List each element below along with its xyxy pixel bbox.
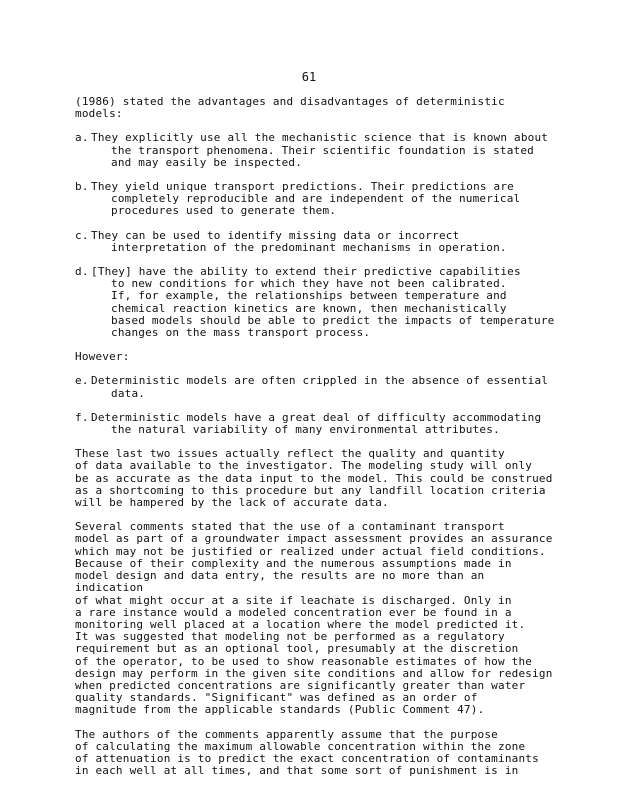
body-paragraph: The authors of the comments apparently assume that the purpose of calculating the maximum allowable concentration within the zone of attenuation is to predict the exact concentration of contaminants in each well at all times, and that some sort of punishment is in: [75, 727, 539, 778]
list-item: [75, 266, 555, 339]
list-item-text: Deterministic models have a great deal of difficulty accommodating the natural variability of many environmental attributes.: [91, 410, 542, 437]
list-item-text: They can be used to identify missing data or incorrect interpretation of the predominant mechanisms in operation.: [91, 228, 507, 254]
list-item-label: f.: [75, 410, 89, 424]
list-item: [75, 181, 555, 218]
list-item-label: d.: [75, 265, 89, 279]
list-item-text: They yield unique transport predictions. Their predictions are completely reproducible and are independent of the numerical procedures used to generate them.: [91, 180, 521, 218]
page-number: 61: [301, 70, 317, 84]
body-paragraph: Several comments stated that the use of a contaminant transport model as part of a groundwater impact assessment provides an assurance which may not be justified or realized under actual field conditions. Because of their complexity and the numerous assumptions made in model design and data entry, the results are no more than an indication of what might occur at a site if leachate is discharged. Only in a rare instance would a modeled concentration ever be found in a monitoring well placed at a location where the model predicted it. It was suggested that modeling not be performed as a regulatory requirement but as an optional tool, presumably at the discretion of the operator, to be used to show reasonable estimates of how the design may perform in the given site conditions and allow for redesign when predicted concentrations are significantly greater than water quality standards. "Significant" was defined as an order of magnitude from the applicable standards (Public Comment 47).: [75, 520, 553, 717]
intro-paragraph: (1986) stated the advantages and disadvantages of deterministic models:: [75, 95, 505, 121]
list-item-text: [They] have the ability to extend their predictive capabilities to new conditions for which they have not been calibrated. If, for example, the relationships between temperature and chemical reaction kinetics are known, then mechanistically based models should be able to predict the impacts of temperature changes on the mass transport process.: [91, 265, 555, 340]
list-item: [75, 412, 555, 436]
body-paragraph: These last two issues actually reflect the quality and quantity of data available to the investigator. The modeling study will only be as accurate as the data input to the model. This could be construed as a shortcoming to this procedure but any landfill location criteria will be hampered by the lack of accurate data.: [75, 447, 553, 510]
list-item-text: Deterministic models are often crippled in the absence of essential data.: [91, 374, 549, 400]
however-line: However:: [75, 350, 130, 364]
list-item-text: They explicitly use all the mechanistic science that is known about the transport phenomena. Their scientific foundation is stated and may easily be inspected.: [91, 131, 549, 169]
list-item: [75, 230, 555, 254]
document-body: [75, 96, 555, 789]
list-item-label: b.: [75, 180, 89, 194]
list-item-label: e.: [75, 374, 89, 388]
list-item: [75, 132, 555, 169]
list-item-label: c.: [75, 228, 89, 242]
list-item-label: a.: [75, 131, 89, 145]
list-item: [75, 375, 555, 399]
